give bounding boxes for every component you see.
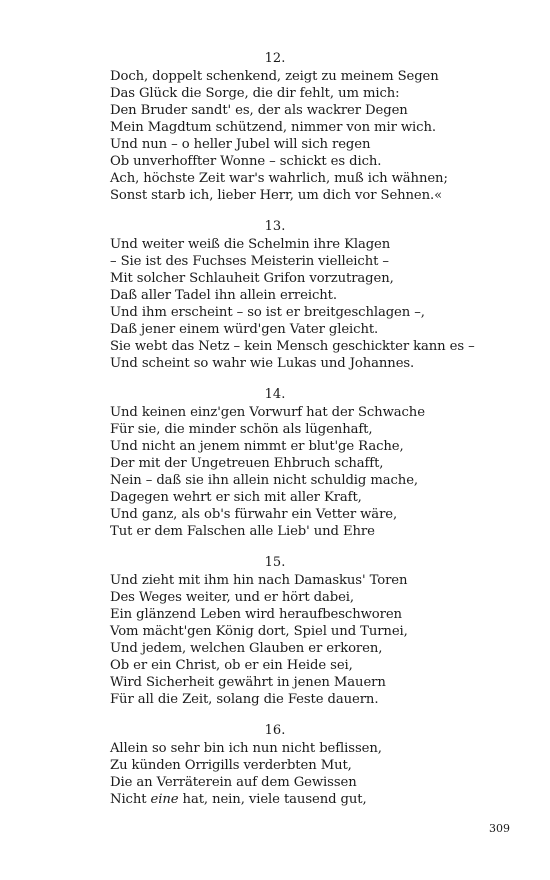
emphasized-word: eine <box>150 792 179 807</box>
verse-line: Vom mächt'gen König dort, Spiel und Turnei, <box>110 624 408 639</box>
verse-line: Sonst starb ich, lieber Herr, um dich vor Sehnen.« <box>110 188 443 203</box>
page-number: 309 <box>489 822 510 835</box>
stanza-14 <box>110 386 440 540</box>
verse-line: Ob er ein Christ, ob er ein Heide sei, <box>110 658 353 673</box>
stanza-number: 12. <box>264 51 286 66</box>
verse-line: Und zieht mit ihm hin nach Damaskus' Toren <box>110 573 408 588</box>
verse-line: Der mit der Ungetreuen Ehbruch schafft, <box>110 456 384 471</box>
verse-line: Für sie, die minder schön als lügenhaft, <box>110 422 373 437</box>
verse-line: Dagegen wehrt er sich mit aller Kraft, <box>110 490 362 505</box>
verse-line: Daß jener einem würd'gen Vater gleicht. <box>110 322 379 337</box>
stanza-number: 13. <box>264 219 286 234</box>
verse-line: – Sie ist des Fuchses Meisterin vielleicht – <box>110 254 389 269</box>
stanza-13 <box>110 218 475 372</box>
verse-line: Doch, doppelt schenkend, zeigt zu meinem Segen <box>110 69 439 84</box>
verse-line: Den Bruder sandt' es, der als wackrer Degen <box>110 103 408 118</box>
stanza-number: 14. <box>264 387 286 402</box>
verse-line: Sie webt das Netz – kein Mensch geschickter kann es – <box>110 339 475 354</box>
verse-line: Für all die Zeit, solang die Feste dauern. <box>110 692 379 707</box>
verse-text: Nicht <box>110 792 151 807</box>
verse-line: Und nun – o heller Jubel will sich regen <box>110 137 371 152</box>
stanza-16 <box>110 722 440 808</box>
verse-line: Und jedem, welchen Glauben er erkoren, <box>110 641 383 656</box>
verse-line: Und weiter weiß die Schelmin ihre Klagen <box>110 237 391 252</box>
verse-line: Und ihm erscheint – so ist er breitgeschlagen –, <box>110 305 425 320</box>
verse-line: Ach, höchste Zeit war's wahrlich, muß ich wähnen; <box>110 171 448 186</box>
verse-line: Wird Sicherheit gewährt in jenen Mauern <box>110 675 386 690</box>
verse-line: Und nicht an jenem nimmt er blut'ge Rache, <box>110 439 404 454</box>
verse-line: Zu künden Orrigills verderbten Mut, <box>110 758 352 773</box>
verse-line-with-emphasis <box>110 791 440 808</box>
stanza-15 <box>110 554 440 708</box>
stanza-number: 15. <box>264 555 286 570</box>
verse-line: Die an Verräterein auf dem Gewissen <box>110 775 357 790</box>
verse-line: Ob unverhoffter Wonne – schickt es dich. <box>110 154 382 169</box>
verse-line: Und scheint so wahr wie Lukas und Johannes. <box>110 356 415 371</box>
verse-line: Das Glück die Sorge, die dir fehlt, um mich: <box>110 86 400 101</box>
verse-text: hat, nein, viele tausend gut, <box>178 792 367 807</box>
verse-line: Und ganz, als ob's fürwahr ein Vetter wäre, <box>110 507 398 522</box>
verse-line: Des Weges weiter, und er hört dabei, <box>110 590 354 605</box>
verse-line: Und keinen einz'gen Vorwurf hat der Schwache <box>110 405 425 420</box>
verse-line: Nein – daß sie ihn allein nicht schuldig mache, <box>110 473 418 488</box>
verse-line: Mein Magdtum schützend, nimmer von mir wich. <box>110 120 436 135</box>
stanza-number: 16. <box>264 723 286 738</box>
verse-line: Ein glänzend Leben wird heraufbeschworen <box>110 607 402 622</box>
stanza-12 <box>110 50 448 204</box>
verse-line: Tut er dem Falschen alle Lieb' und Ehre <box>110 524 375 539</box>
verse-line: Allein so sehr bin ich nun nicht beflissen, <box>110 741 382 756</box>
verse-line: Mit solcher Schlauheit Grifon vorzutragen, <box>110 271 394 286</box>
verse-line: Daß aller Tadel ihn allein erreicht. <box>110 288 337 303</box>
